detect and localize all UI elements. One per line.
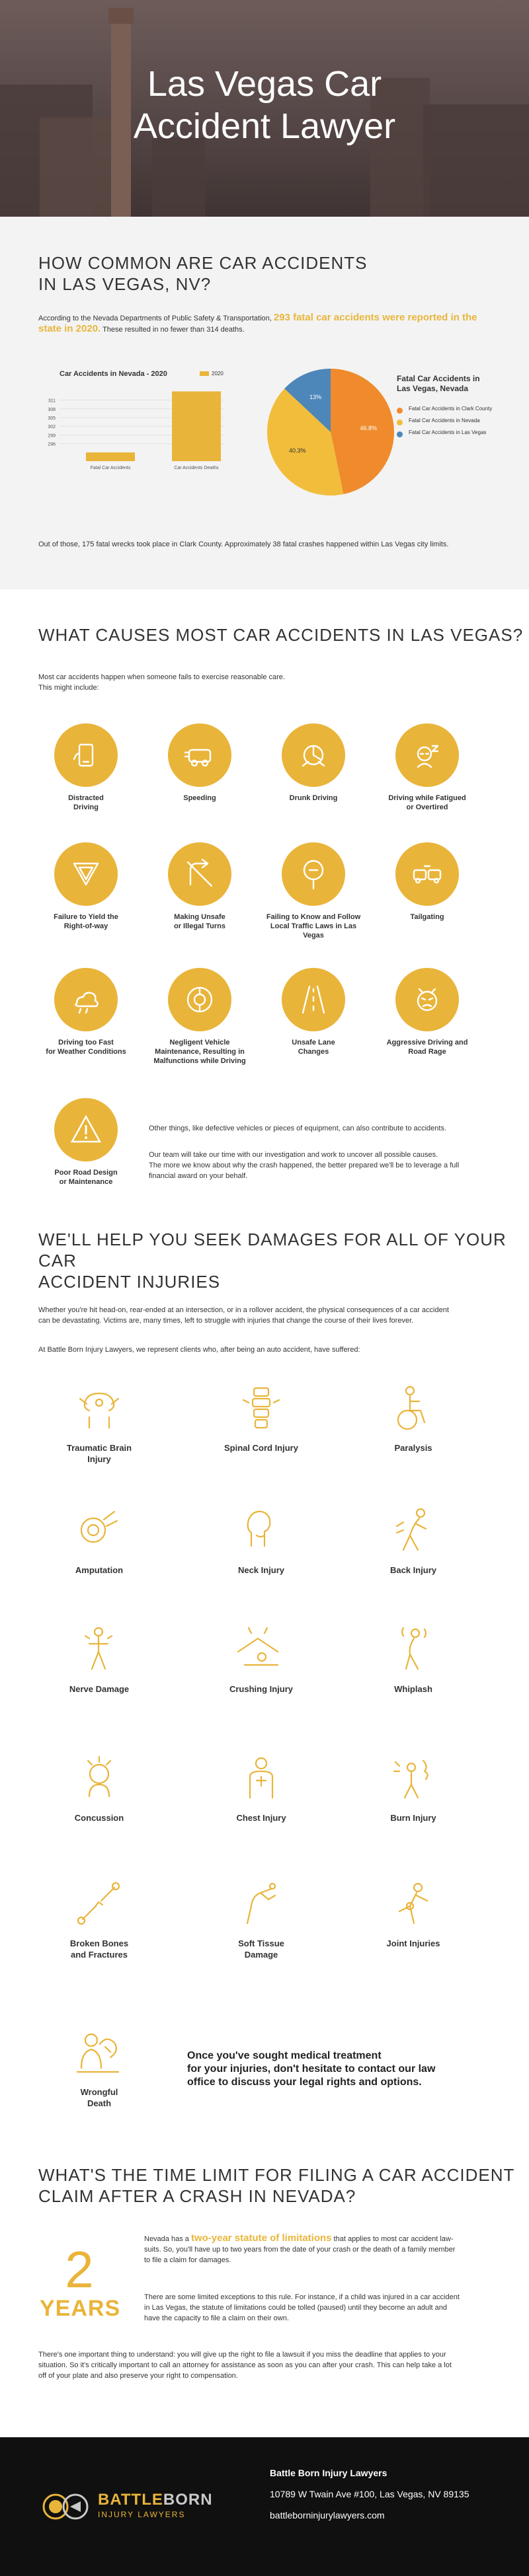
cause-icon-circle [168, 968, 231, 1031]
stats-intro: According to the Nevada Departments of Public Safety & Transportation, 293 fatal car accidents were reported in the state in 2020. These resulted in no fewer than 314 deaths. [38, 312, 477, 334]
cause-label [150, 1038, 249, 1066]
cause-label [378, 1038, 477, 1056]
cause-icon-circle [395, 968, 459, 1031]
road-rage-icon [411, 984, 443, 1015]
injury-item [205, 1880, 317, 1960]
cause-label-line: Vegas [303, 932, 324, 939]
cause-icon-circle [282, 842, 345, 906]
pie-chart [264, 366, 503, 498]
pie-slice-label: 40.3% [288, 447, 306, 455]
cause-label-line: Aggressive Driving and [386, 1039, 468, 1047]
broken-bone-icon [69, 1880, 129, 1932]
warning-icon [70, 1114, 102, 1146]
cause-item [264, 968, 363, 1056]
legend-item-las-vegas: Fatal Car Accidents in Las Vegas [397, 429, 496, 436]
pie-chart-title: Fatal Car Accidents in Las Vegas, Nevada [397, 374, 480, 393]
cause-label [264, 1038, 363, 1056]
injuries-heading: WE'LL HELP YOU SEEK DAMAGES FOR ALL OF YOUR CAR ACCIDENT INJURIES [38, 1230, 507, 1292]
injury-label [205, 1683, 317, 1695]
contact-cta: Once you've sought medical treatment for your injuries, don't hesitate to contact our law office to discuss your legal rights and options. [187, 2050, 436, 2088]
accident-stats-section [0, 217, 529, 589]
cause-item [378, 842, 477, 922]
cause-item [264, 723, 363, 803]
pie-slice-label: 46.8% [360, 425, 378, 432]
lane-change-icon [298, 984, 329, 1015]
chest-icon [231, 1754, 291, 1807]
limit-paragraph-3: There's one important thing to understand: you will give up the right to file a lawsuit if you miss the deadline that applies to your situation. So it's critically important to call an attorney for assistance as soon as you can after your crash. This can help take a lot off of your plate and also preserve your right to compensation. [38, 2351, 452, 2380]
cause-label-line: Driving while Fatigued [388, 794, 466, 802]
injury-label: Wrongful Death [80, 2087, 118, 2108]
causes-intro: Most car accidents happen when someone fails to exercise reasonable care. This might include: [38, 673, 285, 692]
cause-label-line: Changes [298, 1048, 329, 1056]
logo-mark-icon [41, 2490, 97, 2523]
y-tick-label: 299 [48, 433, 56, 439]
amputation-icon [69, 1506, 129, 1559]
cause-icon-circle [168, 842, 231, 906]
cause-label [150, 793, 249, 803]
injury-label-line: Whiplash [394, 1684, 432, 1694]
cause-item [150, 968, 249, 1066]
cause-icon-circle [54, 968, 118, 1031]
cause-label-line: Drunk Driving [289, 794, 338, 802]
bar-chart-plot [41, 383, 239, 482]
speeding-car-icon [184, 739, 216, 771]
concussion-icon [69, 1754, 129, 1807]
burn-icon [384, 1754, 443, 1807]
time-limit-heading: WHAT'S THE TIME LIMIT FOR FILING A CAR ACCIDENT CLAIM AFTER A CRASH IN NEVADA? [38, 2165, 515, 2206]
cause-icon-circle [54, 842, 118, 906]
cause-item [378, 968, 477, 1056]
injury-item [43, 1384, 155, 1465]
injury-item [43, 1625, 155, 1695]
injury-item [205, 1384, 317, 1454]
injury-label [205, 1442, 317, 1454]
cause-item [150, 842, 249, 931]
tired-driver-icon [411, 739, 443, 771]
wheelchair-icon [384, 1384, 443, 1437]
cause-icon-circle [282, 723, 345, 787]
injury-item [205, 1754, 317, 1823]
injury-item [205, 1625, 317, 1695]
injury-label [357, 1442, 469, 1454]
injury-item [357, 1754, 469, 1823]
investigation-text: Our team will take our time with our investigation and work to uncover all possible causes. The more we know about why the crash happened, the better prepared we'll be to leverage a full financial award on your behalf. [149, 1151, 460, 1180]
cause-item [264, 842, 363, 940]
cause-label-line: Driving [73, 803, 99, 811]
injury-label [43, 1938, 155, 1960]
cause-icon-circle [395, 842, 459, 906]
cause-label-line: Unsafe Lane [292, 1039, 335, 1047]
legend-item-clark: Fatal Car Accidents in Clark County [397, 406, 496, 412]
injuries-paragraph-1: Whether you're hit head-on, rear-ended at an intersection, or in a rollover accident, the physical consequences of a car accident can be devastating. Victims are, many times, left to struggle with injuries that change the course of their lives forever. [38, 1306, 449, 1325]
limit-paragraph-1: Nevada has a two-year statute of limitations that applies to most car accident law- suits. So, you'll have up to two years from the date of your crash or the death of a family member to file a claim for damages. [144, 2232, 456, 2264]
page-title: Las Vegas Car Accident Lawyer [133, 64, 396, 146]
cause-icon-circle [54, 723, 118, 787]
injury-label-line: Spinal Cord Injury [224, 1443, 298, 1453]
injuries-paragraph-2: At Battle Born Injury Lawyers, we represent clients who, after being an auto accident, have suffered: [38, 1346, 360, 1354]
injury-label-line: Chest Injury [236, 1813, 286, 1823]
cause-label-line: Failure to Yield the [54, 913, 118, 921]
cause-item [36, 968, 136, 1056]
injury-item-wrongful-death [43, 2028, 155, 2109]
cause-label-line: or Illegal Turns [173, 922, 226, 930]
pie-chart-legend [397, 406, 496, 436]
bar-chart [41, 370, 239, 482]
tailgating-icon [411, 858, 443, 890]
injury-label [43, 1683, 155, 1695]
legend-swatch [397, 408, 403, 414]
cause-label [264, 793, 363, 803]
cause-icon-circle [395, 723, 459, 787]
bar [172, 391, 221, 461]
stats-heading: HOW COMMON ARE CAR ACCIDENTS IN LAS VEGAS, NV? [38, 253, 368, 294]
injury-item [357, 1625, 469, 1695]
cause-icon-circle [54, 1098, 118, 1161]
soft-tissue-icon [231, 1880, 291, 1932]
cause-label-line: Road Rage [408, 1048, 446, 1056]
back-pain-icon [384, 1506, 443, 1559]
cause-icon-circle [282, 968, 345, 1031]
joint-icon [384, 1880, 443, 1932]
cause-label [264, 912, 363, 940]
cause-label-line: Negligent Vehicle [169, 1039, 230, 1047]
y-tick-label: 296 [48, 442, 56, 447]
cause-label-line: Malfunctions while Driving [153, 1057, 246, 1065]
bar [86, 453, 135, 461]
firm-logo[interactable] [41, 2490, 213, 2526]
phone-driver-icon [70, 739, 102, 771]
legend-swatch [397, 431, 403, 437]
injury-label [357, 1683, 469, 1695]
logo-wordmark: BATTLEBORN [98, 2491, 213, 2509]
injury-item [43, 1880, 155, 1960]
injury-label-line: Damage [244, 1950, 278, 1960]
injury-item [357, 1506, 469, 1576]
cause-label [378, 793, 477, 812]
traffic-sign-icon [298, 858, 329, 890]
bar-chart-legend: 2020 [200, 371, 224, 377]
y-tick-label: 302 [48, 425, 56, 430]
injury-label-line: Traumatic Brain [66, 1443, 132, 1453]
cause-label [378, 912, 477, 922]
cause-label [36, 912, 136, 931]
injury-item [43, 1506, 155, 1576]
injury-label-line: Paralysis [394, 1443, 432, 1453]
illegal-turn-icon [184, 858, 216, 890]
injury-label [205, 1564, 317, 1576]
injury-label [43, 1442, 155, 1465]
injury-label [43, 1564, 155, 1576]
spine-icon [231, 1384, 291, 1437]
injury-label-line: Injury [87, 1454, 111, 1464]
cause-item [36, 842, 136, 931]
injury-label-line: Concussion [74, 1813, 124, 1823]
crushing-icon [231, 1625, 291, 1678]
y-tick-label: 308 [48, 407, 56, 412]
cause-label [36, 1038, 136, 1056]
cause-label-line: for Weather Conditions [46, 1048, 126, 1056]
drunk-driving-icon [298, 739, 329, 771]
two-years-callout [40, 2240, 121, 2321]
cause-label: Poor Road Design or Maintenance [54, 1169, 118, 1186]
cause-label-line: Distracted [68, 794, 104, 802]
causes-heading: WHAT CAUSES MOST CAR ACCIDENTS IN LAS VEGAS? [38, 625, 524, 645]
footer-contact [270, 2466, 469, 2522]
injury-label-line: Burn Injury [390, 1813, 436, 1823]
cause-item [36, 723, 136, 812]
y-tick-label: 305 [48, 416, 56, 421]
cause-label-line: or Overtired [406, 803, 448, 811]
hero-banner [0, 0, 529, 217]
cause-label [36, 793, 136, 812]
injury-label-line: Nerve Damage [69, 1684, 130, 1694]
injury-label [43, 1812, 155, 1823]
wrongful-death-icon [69, 2028, 129, 2081]
y-tick-label: 311 [48, 398, 56, 404]
injury-item [357, 1384, 469, 1454]
injury-label-line: Back Injury [389, 1565, 437, 1575]
cause-label-line: Local Traffic Laws in Las [270, 922, 357, 930]
legend-swatch [397, 420, 403, 425]
tire-icon [184, 984, 216, 1015]
cause-item [378, 723, 477, 812]
cause-label-line: Failing to Know and Follow [266, 913, 361, 921]
injury-item [43, 1754, 155, 1823]
pie-chart-plot [264, 366, 397, 498]
injury-label [357, 1938, 469, 1949]
injury-item [205, 1506, 317, 1576]
injury-label-line: Amputation [75, 1565, 124, 1575]
injury-label-line: and Fractures [71, 1950, 128, 1960]
footer-firm-name: Battle Born Injury Lawyers [270, 2468, 387, 2478]
yield-sign-icon [70, 858, 102, 890]
cause-icon-circle [168, 723, 231, 787]
cause-label-line: Right-of-way [63, 922, 108, 930]
neck-icon [231, 1506, 291, 1559]
logo-subtitle: INJURY LAWYERS [98, 2510, 186, 2519]
injury-label-line: Crushing Injury [229, 1684, 294, 1694]
injury-label [357, 1564, 469, 1576]
pie-slice-label: 13% [309, 394, 322, 401]
legend-item-nevada: Fatal Car Accidents in Nevada [397, 418, 496, 424]
brain-icon [69, 1384, 129, 1437]
cause-label [150, 912, 249, 931]
nerve-icon [69, 1625, 129, 1678]
big-number: 2 [65, 2240, 94, 2299]
injury-label-line: Joint Injuries [386, 1938, 440, 1948]
injury-label-line: Broken Bones [69, 1938, 129, 1948]
injury-label [357, 1812, 469, 1823]
weather-icon [70, 984, 102, 1015]
footer-address: 10789 W Twain Ave #100, Las Vegas, NV 89135 [270, 2489, 469, 2499]
injury-label [205, 1812, 317, 1823]
x-tick-label: Fatal Car Accidents [90, 466, 131, 470]
big-word: YEARS [40, 2296, 121, 2321]
whiplash-icon [384, 1625, 443, 1678]
cause-label-line: Tailgating [410, 913, 444, 921]
cause-label-line: Speeding [183, 794, 216, 802]
footer [0, 2437, 529, 2576]
injury-item [357, 1880, 469, 1949]
bar-chart-title: Car Accidents in Nevada - 2020 [60, 370, 167, 378]
other-causes-text: Other things, like defective vehicles or pieces of equipment, can also contribute to accidents. [149, 1124, 447, 1132]
footer-website-link[interactable]: battleborninjurylawyers.com [270, 2510, 385, 2521]
injury-label [205, 1938, 317, 1960]
cause-label-line: Making Unsafe [174, 913, 225, 921]
cause-label-line: Maintenance, Resulting in [155, 1048, 245, 1056]
cause-item-road-design [36, 1098, 136, 1187]
cause-item [150, 723, 249, 803]
injury-label-line: Neck Injury [237, 1565, 285, 1575]
injury-label-line: Soft Tissue [238, 1938, 284, 1948]
limit-paragraph-2: There are some limited exceptions to this rule. For instance, if a child was injured in a car accident in Las Vegas, the statute of limitations could be tolled (paused) until they become an adult and have the capacity to file a claim on their own. [144, 2293, 460, 2322]
stats-footnote: Out of those, 175 fatal wrecks took place in Clark County. Approximately 38 fatal crashes happened within Las Vegas city limits. [38, 540, 449, 548]
x-tick-label: Car Accidents Deaths [174, 466, 219, 470]
cause-label-line: Driving too Fast [58, 1039, 114, 1047]
